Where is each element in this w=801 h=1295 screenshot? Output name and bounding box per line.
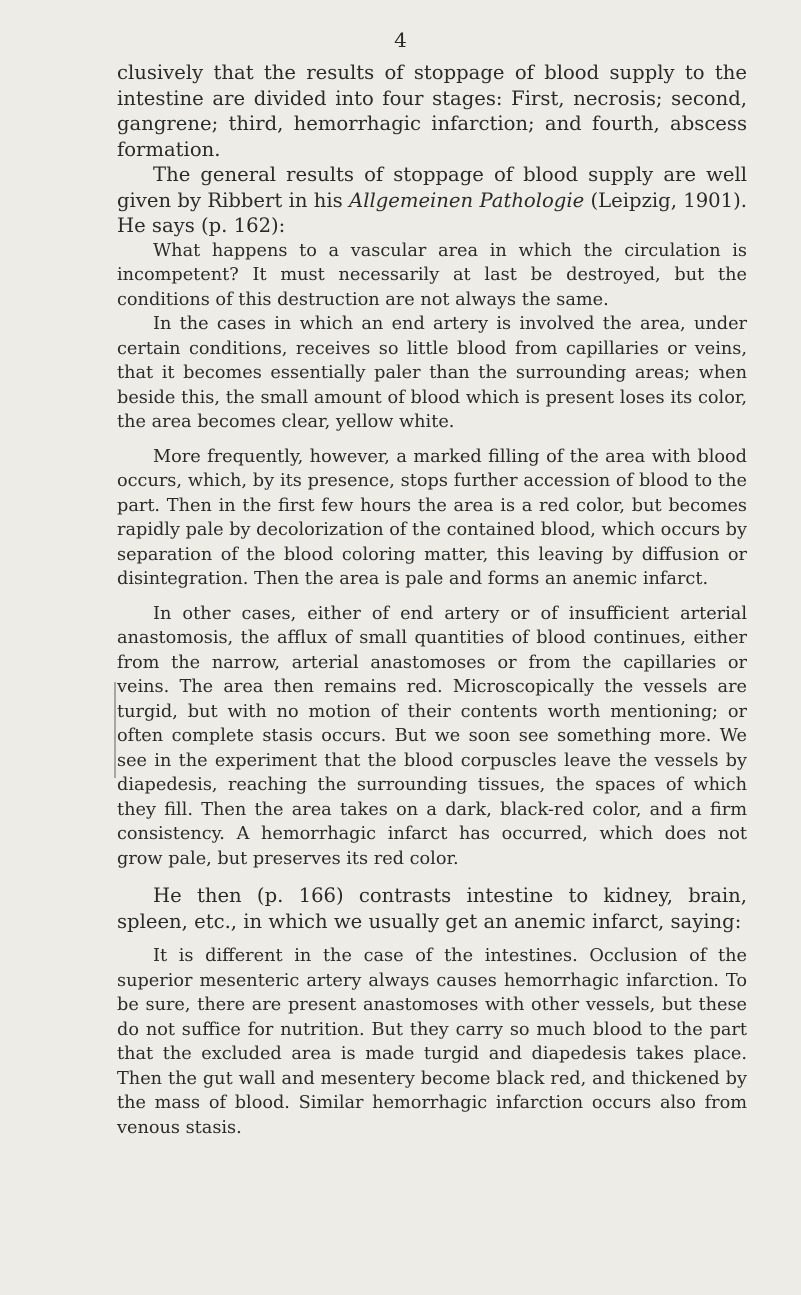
paragraph-3: He then (p. 166) contrasts intestine to kidney, brain, spleen, etc., in which we usually get an anemic infarct, saying: (117, 884, 747, 933)
paragraph-2-text: The general results of stoppage of blood supply are well given by Ribbert in his (117, 163, 747, 212)
quote-paragraph-1: What happens to a vascular area in which the circulation is incompetent? It must necessarily at last be destroyed, but the conditions of this destruction are not always the same. (117, 240, 747, 310)
quote-paragraph-2: In the cases in which an end artery is involved the area, under certain conditions, receives so little blood from capillaries or veins, that it becomes essentially paler than the surrounding areas; when beside this, the small amount of blood which is present loses its color, the area becomes clear, yellow white. (117, 314, 747, 432)
quote-paragraph-5: It is different in the case of the intestines. Occlusion of the superior mesenteric artery always causes hemorrhagic infarction. To be sure, there are present anastomoses with other vessels, but these do not suffice for nutrition. But they carry so much blood to the part that the excluded area is made turgid and diapedesis takes place. Then the gut wall and mesentery become black red, and thickened by the mass of blood. Similar hemorrhagic infarction occurs also from venous stasis. (117, 946, 747, 1138)
quote-paragraph-3: More frequently, however, a marked filling of the area with blood occurs, which, by its presence, stops further accession of blood to the part. Then in the first few hours the area is a red color, but becomes rapidly pale by decolorization of the contained blood, which occurs by separation of the blood coloring matter, this leaving by diffusion or disintegration. Then the area is pale and forms an anemic infarct. (117, 446, 747, 589)
paragraph-2 (117, 162, 747, 239)
paragraph-2-text-end: (Leipzig, 1901). He says (p. 162): (117, 188, 747, 237)
quote-paragraph-4: In other cases, either of end artery or of insufficient arterial anastomosis, the afflux of small quantities of blood continues, either from the narrow, arterial anastomoses or from the capillaries or veins. The area then remains red. Microscopically the vessels are turgid, but with no motion of their contents worth mentioning; or often complete stasis occurs. But we soon see something more. We see in the experiment that the blood corpuscles leave the vessels by diapedesis, reaching the surrounding tissues, the spaces of which they fill. Then the area takes on a dark, black-red color, and a firm consistency. A hemorrhagic infarct has occurred, which does not grow pale, but preserves its red color. (117, 603, 747, 869)
page-number: 4 (394, 28, 407, 52)
book-title: Allgemeinen Pathologie (349, 188, 585, 212)
paragraph-1: clusively that the results of stoppage of blood supply to the intestine are divided into four stages: First, necrosis; second, gangrene; third, hemorrhagic infarction; and fourth, abscess formation. (117, 61, 747, 161)
margin-pencil-mark (114, 682, 116, 778)
page-content (117, 60, 747, 1140)
